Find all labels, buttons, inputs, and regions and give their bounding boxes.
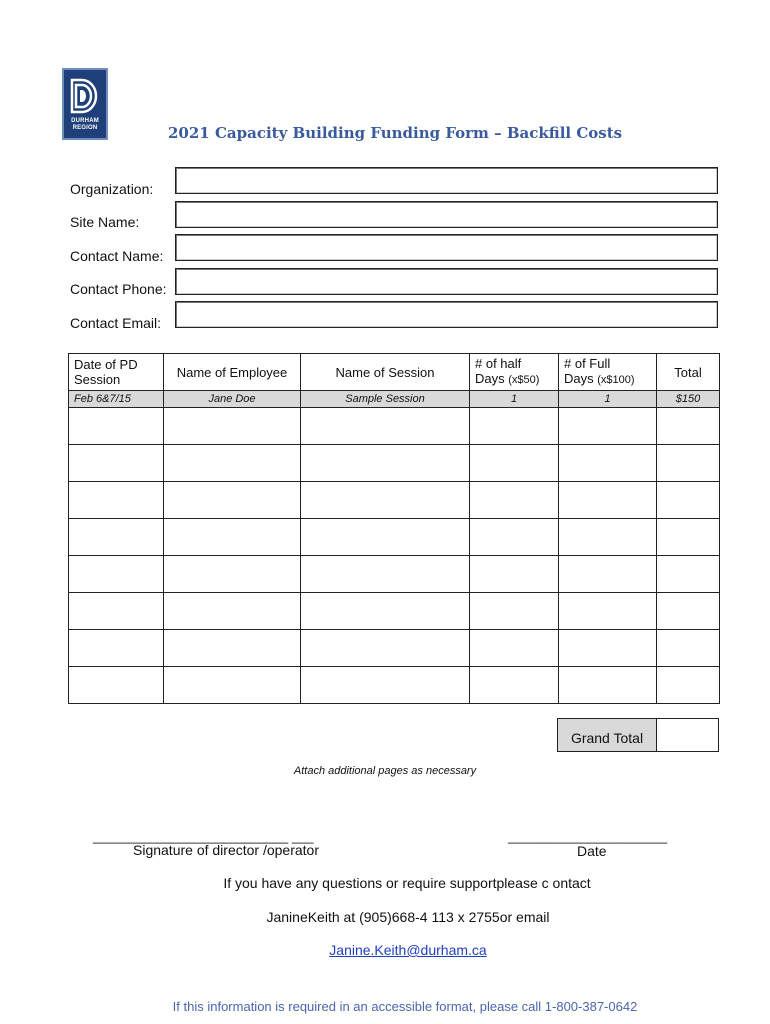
date-line: ______________________ [508,829,668,844]
header-full-days [559,354,657,391]
table-row [69,482,720,519]
sample-total: $150 [657,391,720,408]
cell-full[interactable] [559,556,657,593]
cell-half[interactable] [470,667,559,704]
cell-total[interactable] [657,445,720,482]
cell-total[interactable] [657,482,720,519]
contact-line-1: If you have any questions or require supportplease c ontact [223,875,591,891]
accessibility-footer: If this information is required in an accessible format, please call 1-800-387-0642 [172,999,638,1014]
cell-session[interactable] [301,630,470,667]
header-date-line1: Date of PD [74,357,138,372]
header-total: Total [657,354,720,391]
cell-employee[interactable] [164,556,301,593]
cell-date[interactable] [69,556,164,593]
table-row [69,593,720,630]
logo-line-2: REGION [72,125,98,131]
grand-total-label: Grand Total [557,718,657,752]
cell-full[interactable] [559,445,657,482]
logo-line-1: DURHAM [71,118,99,124]
cell-half[interactable] [470,556,559,593]
cell-total[interactable] [657,408,720,445]
table-row [69,445,720,482]
cell-total[interactable] [657,519,720,556]
grand-total-input[interactable] [656,718,719,752]
cell-total[interactable] [657,593,720,630]
signature-line: ___________________________ ___ [93,829,314,844]
cell-full[interactable] [559,482,657,519]
header-employee: Name of Employee [164,354,301,391]
contact-email-wrap [23,942,770,958]
contact-email-label: Contact Email: [70,315,162,331]
header-half-line1: # of half [475,356,522,371]
cell-full[interactable] [559,630,657,667]
contact-name-label: Contact Name: [70,248,164,264]
contact-email-link[interactable]: Janine.Keith@durham.ca [329,942,487,958]
table-row [69,556,720,593]
cell-employee[interactable] [164,408,301,445]
cell-half[interactable] [470,482,559,519]
table-row [69,519,720,556]
cell-session[interactable] [301,445,470,482]
header-half-line2a: Days [475,371,509,386]
cell-date[interactable] [69,593,164,630]
table-header-row [69,354,720,391]
header-full-line2a: Days [564,371,598,386]
cell-half[interactable] [470,408,559,445]
cell-full[interactable] [559,667,657,704]
organization-label: Organization: [70,181,154,197]
contact-email-input[interactable] [175,301,718,328]
cell-full[interactable] [559,408,657,445]
durham-region-logo [62,68,108,140]
cell-half[interactable] [470,445,559,482]
attach-note: Attach additional pages as necessary [293,765,477,777]
cell-date[interactable] [69,667,164,704]
table-row [69,630,720,667]
cell-total[interactable] [657,630,720,667]
sample-employee: Jane Doe [164,391,301,408]
cell-employee[interactable] [164,630,301,667]
cell-employee[interactable] [164,667,301,704]
site-name-label: Site Name: [70,214,140,230]
durham-d-icon [68,76,102,116]
table-row [69,408,720,445]
header-full-line2b: (x$100) [597,374,635,386]
header-half-line2b: (x$50) [508,374,540,386]
site-name-input[interactable] [175,201,718,228]
table-row [69,667,720,704]
backfill-costs-table [68,353,720,704]
cell-session[interactable] [301,593,470,630]
cell-half[interactable] [470,519,559,556]
contact-phone-label: Contact Phone: [70,281,167,297]
header-half-days [470,354,559,391]
cell-full[interactable] [559,519,657,556]
contact-line-2: JanineKeith at (905)668-4 113 x 2755or email [266,909,550,925]
cell-date[interactable] [69,445,164,482]
cell-half[interactable] [470,593,559,630]
cell-session[interactable] [301,482,470,519]
sample-full: 1 [559,391,657,408]
cell-employee[interactable] [164,445,301,482]
cell-employee[interactable] [164,593,301,630]
cell-date[interactable] [69,630,164,667]
cell-session[interactable] [301,667,470,704]
contact-name-input[interactable] [175,234,718,261]
cell-employee[interactable] [164,482,301,519]
cell-full[interactable] [559,593,657,630]
cell-session[interactable] [301,556,470,593]
cell-date[interactable] [69,482,164,519]
cell-half[interactable] [470,630,559,667]
sample-date: Feb 6&7/15 [69,391,164,408]
cell-total[interactable] [657,556,720,593]
header-full-line1: # of Full [564,356,611,371]
sample-session: Sample Session [301,391,470,408]
cell-session[interactable] [301,408,470,445]
sample-row [69,391,720,408]
form-title: 2021 Capacity Building Funding Form – Backfill Costs [168,124,623,142]
header-date-line2: Session [74,372,121,387]
cell-total[interactable] [657,667,720,704]
header-session: Name of Session [301,354,470,391]
organization-input[interactable] [175,167,718,194]
cell-date[interactable] [69,408,164,445]
cell-session[interactable] [301,519,470,556]
date-label: Date [577,843,607,859]
cell-employee[interactable] [164,519,301,556]
header-date [69,354,164,391]
contact-phone-input[interactable] [175,268,718,295]
sample-half: 1 [470,391,559,408]
cell-date[interactable] [69,519,164,556]
signature-label: Signature of director /operator [133,842,319,858]
